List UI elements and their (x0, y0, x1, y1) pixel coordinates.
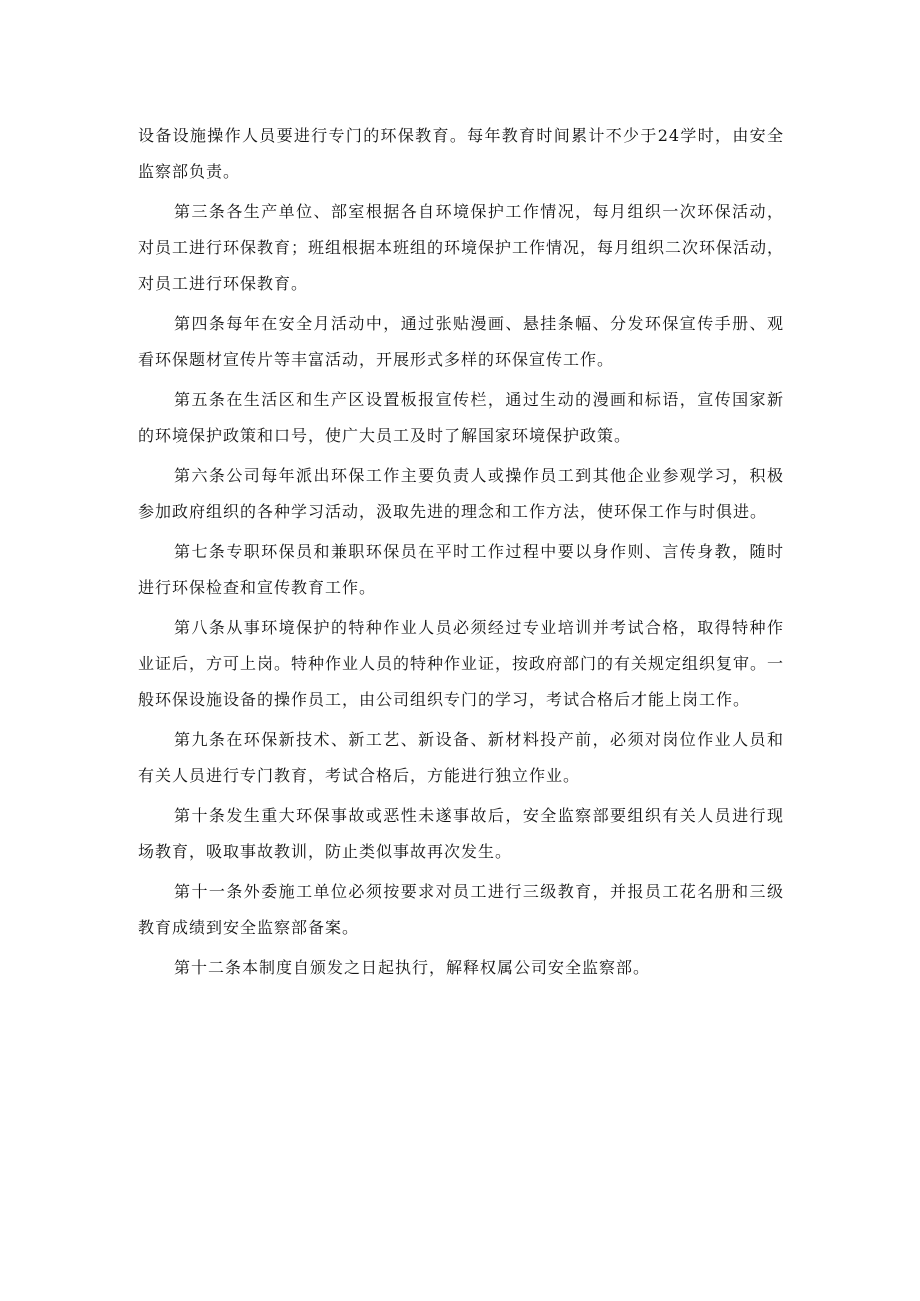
paragraph-article-3: 第三条各生产单位、部室根据各自环境保护工作情况，每月组织一次环保活动，对员工进行环保教育；班组根据本班组的环境保护工作情况，每月组织二次环保活动，对员工进行环保教育。 (138, 202, 785, 293)
paragraph-article-8: 第八条从事环境保护的特种作业人员必须经过专业培训并考试合格，取得特种作业证后，方可上岗。特种作业人员的特种作业证，按政府部门的有关规定组织复审。一般环保设施设备的操作员工，由公司组织专门的学习，考试合格后才能上岗工作。 (138, 618, 785, 709)
paragraph-article-6: 第六条公司每年派出环保工作主要负责人或操作员工到其他企业参观学习，积极参加政府组织的各种学习活动，汲取先进的理念和工作方法，使环保工作与时俱进。 (138, 466, 784, 521)
document-body (138, 118, 784, 990)
paragraph-article-5: 第五条在生活区和生产区设置板报宣传栏，通过生动的漫画和标语，宣传国家新的环境保护政策和口号，使广大员工及时了解国家环境保护政策。 (138, 390, 784, 445)
paragraph-article-9: 第九条在环保新技术、新工艺、新设备、新材料投产前，必须对岗位作业人员和有关人员进行专门教育，考试合格后，方能进行独立作业。 (138, 730, 784, 785)
paragraph-article-12: 第十二条本制度自颁发之日起执行，解释权属公司安全监察部。 (174, 958, 651, 977)
paragraph-continuation: 设备设施操作人员要进行专门的环保教育。每年教育时间累计不少于24学时，由安全监察部负责。 (138, 126, 784, 181)
paragraph-article-10: 第十条发生重大环保事故或恶性未遂事故后，安全监察部要组织有关人员进行现场教育，吸取事故教训，防止类似事故再次发生。 (138, 806, 784, 861)
paragraph-article-7: 第七条专职环保员和兼职环保员在平时工作过程中要以身作则、言传身教，随时进行环保检查和宣传教育工作。 (138, 542, 784, 597)
paragraph-article-11: 第十一条外委施工单位必须按要求对员工进行三级教育，并报员工花名册和三级教育成绩到安全监察部备案。 (138, 882, 784, 937)
paragraph-article-4: 第四条每年在安全月活动中，通过张贴漫画、悬挂条幅、分发环保宣传手册、观看环保题材宣传片等丰富活动，开展形式多样的环保宣传工作。 (138, 314, 784, 369)
